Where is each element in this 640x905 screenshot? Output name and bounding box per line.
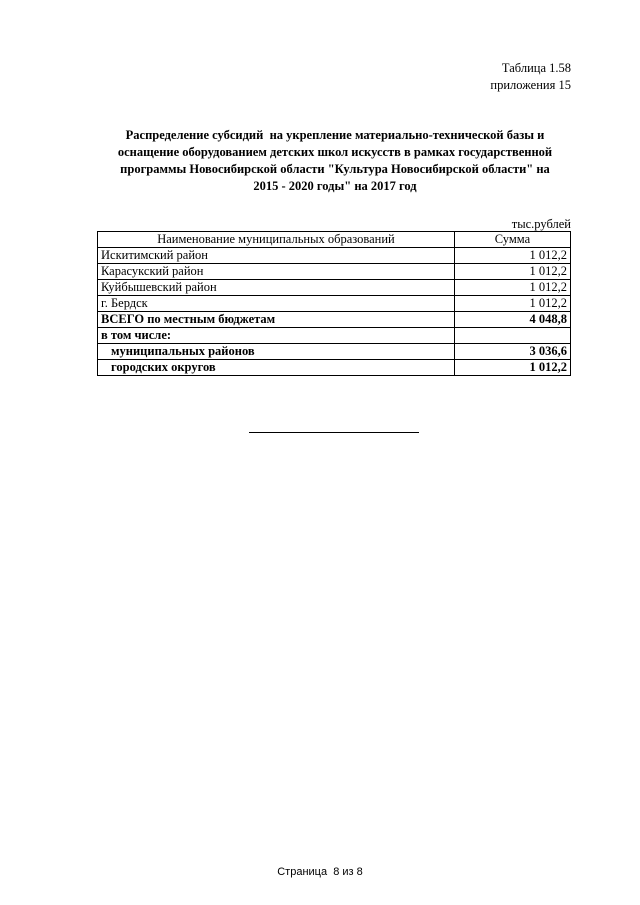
total-label: ВСЕГО по местным бюджетам [98, 312, 455, 328]
page-number: Страница 8 из 8 [277, 866, 363, 878]
subsidy-sum: 1 012,2 [454, 280, 570, 296]
table-reference [490, 60, 571, 94]
title-line-3: программы Новосибирской области "Культура Новосибирской области" на [120, 162, 550, 176]
table-number: Таблица 1.58 [501, 61, 571, 75]
municipality-name: г. Бердск [98, 296, 455, 312]
municipality-name: Искитимский район [98, 248, 455, 264]
subsidy-table [97, 231, 571, 376]
breakdown-heading-row [98, 328, 571, 344]
header-municipality: Наименование муниципальных образований [98, 232, 455, 248]
total-sum: 4 048,8 [454, 312, 570, 328]
municipality-name: Карасукский район [98, 264, 455, 280]
subsidy-sum: 1 012,2 [454, 296, 570, 312]
title-line-4: 2015 - 2020 годы" на 2017 год [253, 179, 417, 193]
subtotal-sum: 3 036,6 [454, 344, 570, 360]
subtotal-row [98, 344, 571, 360]
breakdown-sum [454, 328, 570, 344]
header-sum: Сумма [454, 232, 570, 248]
table-row [98, 280, 571, 296]
subtotal-row [98, 360, 571, 376]
table-row [98, 264, 571, 280]
table-row [98, 248, 571, 264]
table-row [98, 296, 571, 312]
subtotal-label: городских округов [98, 360, 455, 376]
appendix-number: приложения 15 [490, 78, 571, 92]
municipality-name: Куйбышевский район [98, 280, 455, 296]
total-row [98, 312, 571, 328]
breakdown-label: в том числе: [98, 328, 455, 344]
table-header-row [98, 232, 571, 248]
subsidy-sum: 1 012,2 [454, 248, 570, 264]
units-label: тыс.рублей [511, 217, 571, 231]
divider-line [249, 432, 419, 433]
subtotal-sum: 1 012,2 [454, 360, 570, 376]
subtotal-label: муниципальных районов [98, 344, 455, 360]
document-title [100, 127, 570, 195]
title-line-2: оснащение оборудованием детских школ искусств в рамках государственной [117, 145, 553, 159]
title-line-1: Распределение субсидий на укрепление материально-технической базы и [125, 128, 545, 142]
subsidy-sum: 1 012,2 [454, 264, 570, 280]
